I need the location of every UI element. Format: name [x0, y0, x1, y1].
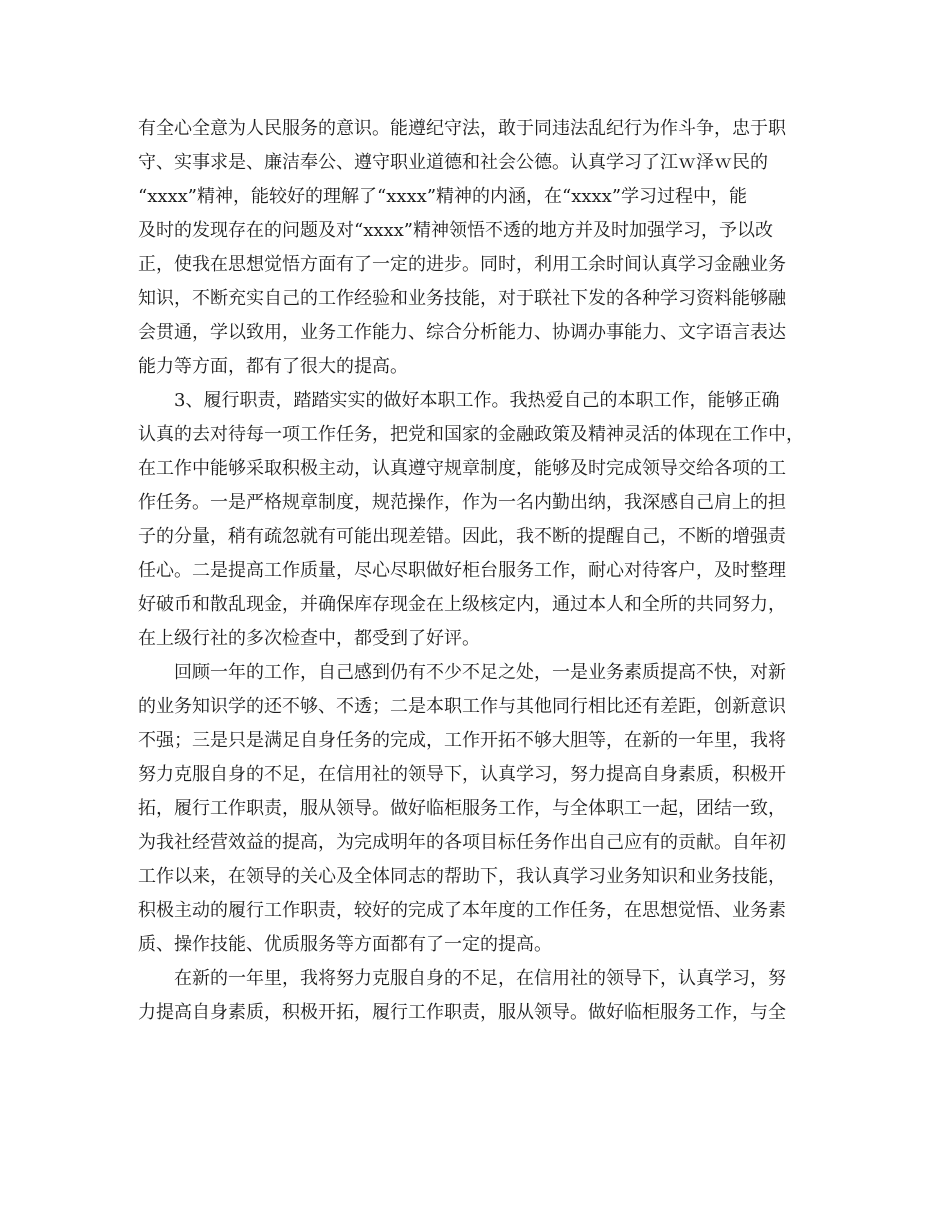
paragraph-start-line: 在新的一年里，我将努力克服自身的不足，在信用社的领导下，认真学习，努 — [174, 968, 786, 989]
text-line: 守、实事求是、廉洁奉公、遵守职业道德和社会公德。认真学习了江ｗ泽ｗ民的 — [138, 152, 768, 173]
text-line: 认真的去对待每一项工作任务，把党和国家的金融政策及精神灵活的体现在工作中， — [138, 424, 804, 445]
text-line: 任心。二是提高工作质量，尽心尽职做好柜台服务工作，耐心对待客户，及时整理 — [138, 560, 786, 581]
text-line: 为我社经营效益的提高，为完成明年的各项目标任务作出自己应有的贡献。自年初 — [138, 832, 786, 853]
text-line: 工作以来，在领导的关心及全体同志的帮助下，我认真学习业务知识和业务技能， — [138, 866, 786, 887]
text-line: 及时的发现存在的问题及对“xxxx”精神领悟不透的地方并及时加强学习，予以改 — [138, 220, 774, 241]
text-line: 拓，履行工作职责，服从领导。做好临柜服务工作，与全体职工一起，团结一致， — [138, 798, 786, 819]
text-line: 好破币和散乱现金，并确保库存现金在上级核定内，通过本人和全所的共同努力， — [138, 594, 786, 615]
text-line: “xxxx”精神，能较好的理解了“xxxx”精神的内涵，在“xxxx”学习过程中，能 — [138, 186, 748, 207]
document-body — [138, 112, 828, 1030]
text-line: 力提高自身素质，积极开拓，履行工作职责，服从领导。做好临柜服务工作，与全 — [138, 1002, 786, 1023]
text-line: 能力等方面，都有了很大的提高。 — [138, 356, 408, 377]
paragraph-start-line: 回顾一年的工作，自己感到仍有不少不足之处，一是业务素质提高不快，对新 — [174, 662, 786, 683]
text-line: 在上级行社的多次检查中，都受到了好评。 — [138, 628, 480, 649]
text-line: 在工作中能够采取积极主动，认真遵守规章制度，能够及时完成领导交给各项的工 — [138, 458, 786, 479]
text-line: 质、操作技能、优质服务等方面都有了一定的提高。 — [138, 934, 552, 955]
text-line: 作任务。一是严格规章制度，规范操作，作为一名内勤出纳，我深感自己肩上的担 — [138, 492, 786, 513]
text-line: 不强；三是只是满足自身任务的完成，工作开拓不够大胆等，在新的一年里，我将 — [138, 730, 786, 751]
text-line: 正，使我在思想觉悟方面有了一定的进步。同时，利用工余时间认真学习金融业务 — [138, 254, 786, 275]
text-line: 有全心全意为人民服务的意识。能遵纪守法，敢于同违法乱纪行为作斗争，忠于职 — [138, 118, 786, 139]
text-line: 的业务知识学的还不够、不透；二是本职工作与其他同行相比还有差距，创新意识 — [138, 696, 786, 717]
text-line: 积极主动的履行工作职责，较好的完成了本年度的工作任务，在思想觉悟、业务素 — [138, 900, 786, 921]
text-line: 子的分量，稍有疏忽就有可能出现差错。因此，我不断的提醒自己，不断的增强责 — [138, 526, 786, 547]
text-line: 努力克服自身的不足，在信用社的领导下，认真学习，努力提高自身素质，积极开 — [138, 764, 786, 785]
text-line: 知识，不断充实自己的工作经验和业务技能，对于联社下发的各种学习资料能够融 — [138, 288, 786, 309]
text-line: 会贯通，学以致用，业务工作能力、综合分析能力、协调办事能力、文字语言表达 — [138, 322, 786, 343]
paragraph-start-line: 3、履行职责，踏踏实实的做好本职工作。我热爱自己的本职工作，能够正确 — [174, 390, 780, 411]
